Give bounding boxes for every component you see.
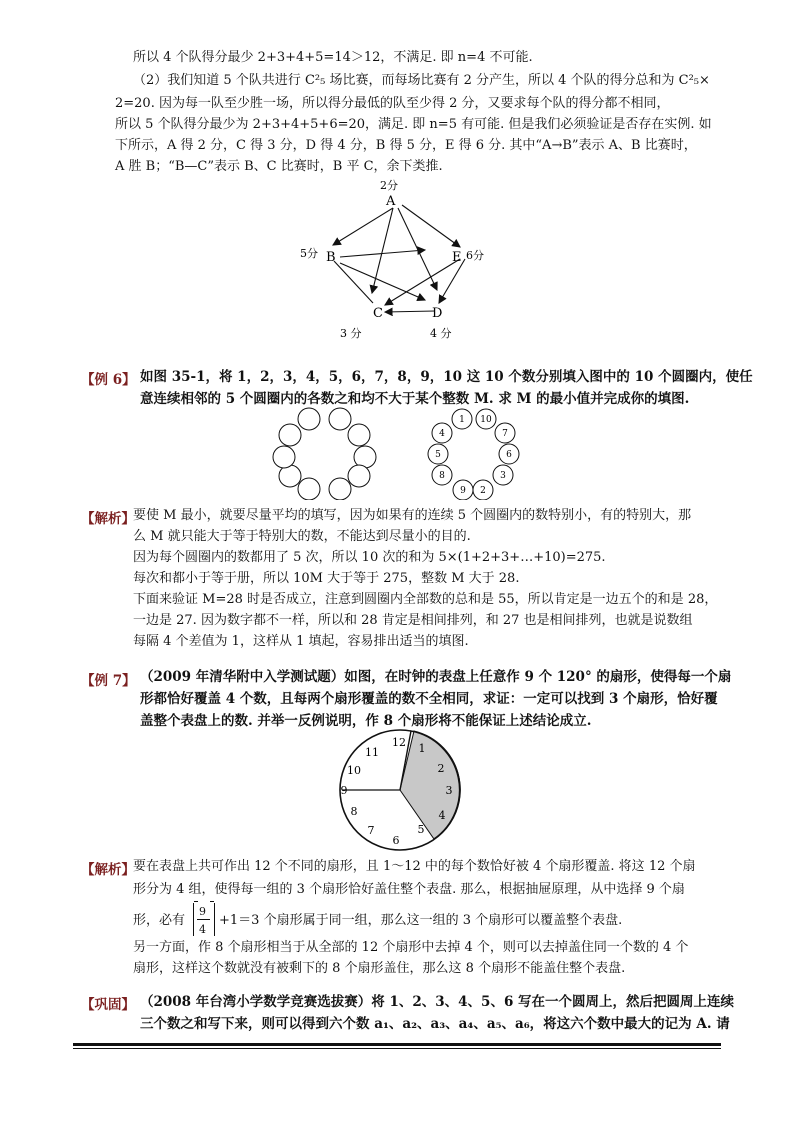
solution-7-line-3-suffix: +1＝3 个扇形属于同一组，那么这一组的 3 个扇形可以覆盖整个表盘. [219,913,623,928]
circle-value: 5 [435,450,441,460]
fraction-numerator: 9 [199,905,206,918]
intro-line-4: 所以 5 个队得分最少为 2+3+4+5+6=20，满足. 即 n=5 有可能. 但是我们必须验证是否存在实例. 如 [115,117,712,132]
circle-value: 10 [480,415,492,425]
circle-value: 8 [439,471,445,481]
example-7-line-3: 盖整个表盘上的数. 并举一反例说明，作 8 个扇形将不能保证上述结论成立. [140,713,592,729]
solution-7-line-3 [133,903,721,939]
consolidation-tag: 【巩固】 [81,997,135,1013]
solution-7-tag: 【解析】 [81,862,135,878]
intro-line-2: （2）我们知道 5 个队共进行 C²₅ 场比赛，而每场比赛有 2 分产生，所以 4 个队的得分总和为 C²₅× [133,73,710,88]
solution-6-line-5: 下面来验证 M=28 时是否成立，注意到圆圈内全部数的总和是 55，所以肯定是一边五个的和是 28， [133,592,718,607]
example-6-tag: 【例 6】 [81,372,136,388]
circle-value: 4 [439,429,445,439]
node-b: B [326,250,336,265]
example-7-line-2: 形都恰好覆盖 4 个数，且每两个扇形覆盖的数不全相同，求证：一定可以找到 3 个扇形，恰好覆 [140,691,718,707]
clock-number: 4 [438,809,446,822]
empty-circle-ring [270,405,380,500]
example-7-line-1: （2009 年清华附中入学测试题）如图，在时钟的表盘上任意作 9 个 120° 的扇形，使得每一个扇 [140,669,732,685]
clock-number: 7 [367,824,375,837]
solution-6-line-1: 要使 M 最小，就要尽量平均的填写，因为如果有的连续 5 个圆圈内的数特别小，有的特别大，那 [133,508,692,523]
score-a: 2分 [380,179,398,192]
node-a: A [386,194,396,209]
solution-7-line-1: 要在表盘上共可作出 12 个不同的扇形，且 1～12 中的每个数恰好被 4 个扇形覆盖. 将这 12 个扇 [133,859,696,874]
score-b: 5分 [300,247,318,260]
circle-value: 1 [459,415,465,425]
solution-7-line-3-prefix: 形，必有 [133,913,186,928]
clock-number: 12 [392,736,406,749]
filled-circle-ring [425,405,525,500]
score-c: 3 分 [340,327,362,340]
footer-rule-thick [73,1043,721,1046]
clock-figure [332,728,468,852]
floor-bracket [193,903,215,936]
consolidation-line-1: （2008 年台湾小学数学竞赛选拔赛）将 1、2、3、4、5、6 写在一个圆周上，然后把圆周上连续 [140,994,735,1010]
consolidation-line-2: 三个数之和写下来，则可以得到六个数 a₁、a₂、a₃、a₄、a₅、a₆，将这六个数中最大的记为 A. 请 [140,1016,730,1032]
solution-6-line-6: 一边是 27. 因为数字都不一样，所以和 28 肯定是相间排列，和 27 也是相间排列，也就是说数组 [133,613,693,628]
clock-number: 9 [340,784,348,797]
clock-number: 5 [417,823,425,836]
clock-number: 10 [347,764,361,777]
example-7-tag: 【例 7】 [81,673,136,689]
clock-number: 8 [350,805,358,818]
solution-6-line-4: 每次和都小于等于册，所以 10M 大于等于 275，整数 M 大于 28. [133,571,520,586]
fraction-denominator: 4 [199,923,206,936]
solution-7-line-2: 形分为 4 组，使得每一组的 3 个扇形恰好盖住整个表盘. 那么，根据抽屉原理，从中选择 9 个扇 [133,882,685,897]
solution-6-line-2: 么 M 就只能大于等于特别大的数，不能达到尽量小的目的. [133,529,471,544]
circle-value: 3 [500,471,506,481]
node-c: C [373,306,383,321]
solution-6-line-3: 因为每个圆圈内的数都用了 5 次，所以 10 次的和为 5×(1+2+3+…+10)=275. [133,550,606,565]
solution-6-tag: 【解析】 [81,511,135,527]
intro-line-3: 2=20. 因为每一队至少胜一场，所以得分最低的队至少得 2 分，又要求每个队的得分都不相同， [115,96,670,111]
score-e: 6分 [466,249,484,262]
solution-6-line-7: 每隔 4 个差值为 1，这样从 1 填起，容易排出适当的填图. [133,634,469,649]
clock-number: 1 [418,742,426,755]
intro-line-5: 下所示，A 得 2 分，C 得 3 分，D 得 4 分，B 得 5 分，E 得 6 分. 其中“A→B”表示 A、B 比赛时， [115,138,697,153]
clock-number: 2 [437,762,445,775]
circle-value: 6 [506,450,512,460]
circle-value: 9 [460,486,466,496]
example-6-line-2: 意连续相邻的 5 个圆圈内的各数之和均不大于某个整数 M. 求 M 的最小值并完成你的填图. [140,391,690,407]
solution-7-line-4: 另一方面，作 8 个扇形相当于从全部的 12 个扇形中去掉 4 个，则可以去掉盖住同一个数的 4 个 [133,940,689,955]
score-d: 4 分 [430,327,452,340]
circle-value: 2 [480,486,486,496]
intro-line-1: 所以 4 个队得分最少 2+3+4+5=14＞12，不满足. 即 n=4 不可能. [133,50,533,65]
clock-number: 6 [392,834,400,847]
solution-7-line-5: 扇形，这样这个数就没有被剩下的 8 个扇形盖住，那么这 8 个扇形不能盖住整个表盘. [133,961,626,976]
intro-line-6: A 胜 B；“B—C”表示 B、C 比赛时，B 平 C，余下类推. [115,159,443,174]
example-6-line-1: 如图 35-1，将 1，2，3，4，5，6，7，8，9，10 这 10 个数分别填入图中的 10 个圆圈内，使任 [140,369,753,385]
node-e: E [452,250,462,265]
clock-number: 11 [365,746,379,759]
footer-rule-thin [73,1048,721,1049]
clock-number: 3 [445,784,453,797]
tournament-graph [290,175,510,345]
node-d: D [432,306,443,321]
circle-value: 7 [502,429,508,439]
